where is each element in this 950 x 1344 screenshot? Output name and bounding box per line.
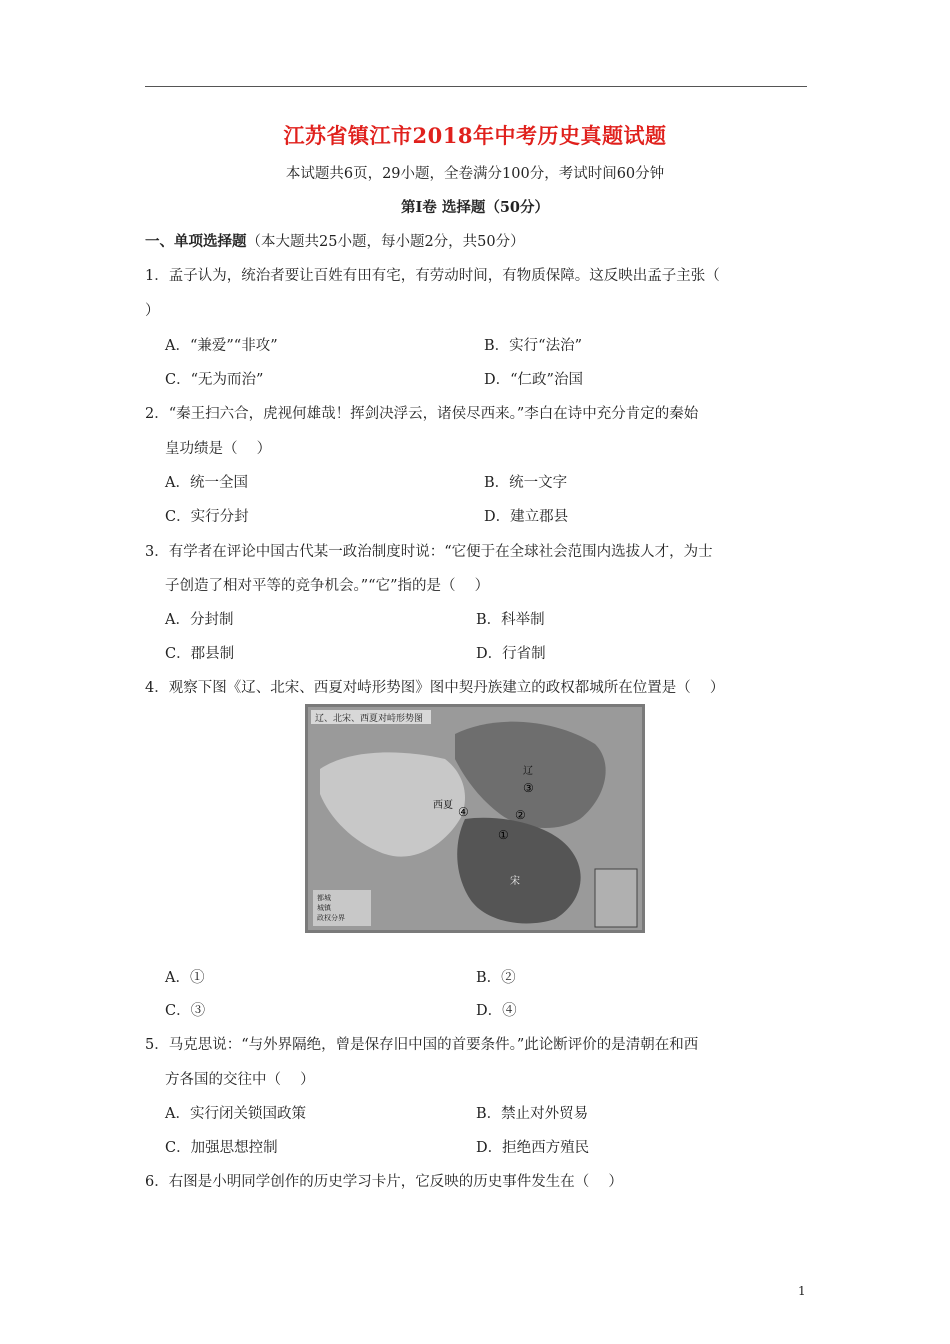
q3-line-2: 子创造了相对平等的竞争机会。”“它”指的是（ ） [165, 578, 490, 594]
q3-line-1: 3．有学者在评论中国古代某一政治制度时说：“它便于在全球社会范围内选拔人才，为士 [145, 544, 713, 560]
q6-line-1: 6．右图是小明同学创作的历史学习卡片，它反映的历史事件发生在（ ） [145, 1174, 623, 1190]
q2-line-1: 2．“秦王扫六合，虎视何雄哉！挥剑决浮云，诸侯尽西来。”李白在诗中充分肯定的秦始 [145, 406, 699, 422]
header-rule [145, 86, 807, 87]
q2-option-c: C．实行分封 [165, 509, 249, 525]
q2-option-b: B．统一文字 [484, 475, 568, 491]
q4-option-d: D．④ [476, 1003, 517, 1019]
q3-option-c: C．郡县制 [165, 646, 235, 662]
map-label-xixia: 西夏 [433, 800, 453, 811]
map-label-liao: 辽 [523, 766, 533, 777]
q1-line-2: ） [145, 303, 160, 319]
legend-border: 政权分界 [317, 914, 345, 922]
map-label-song: 宋 [510, 876, 520, 887]
legend-town: 城镇 [317, 904, 331, 912]
part-heading: 第Ⅰ卷 选择题（50分） [400, 199, 549, 216]
q1-line-1: 1．孟子认为，统治者要让百姓有田有宅，有劳动时间，有物质保障。这反映出孟子主张（ [145, 268, 720, 284]
exam-info: 本试题共6页，29小题，全卷满分100分，考试时间60分钟 [285, 166, 665, 182]
q1-option-b: B．实行“法治” [484, 338, 582, 354]
map-title: 辽、北宋、西夏对峙形势图 [315, 714, 424, 724]
q5-line-1: 5．马克思说：“与外界隔绝，曾是保存旧中国的首要条件。”此论断评价的是清朝在和西 [145, 1037, 699, 1053]
q3-option-a: A．分封制 [165, 612, 234, 628]
legend-capital: 都城 [317, 894, 331, 902]
q5-option-b: B．禁止对外贸易 [476, 1106, 589, 1122]
q3-option-b: B．科举制 [476, 612, 545, 628]
map-inset [595, 869, 637, 927]
q1-option-d: D．“仁政”治国 [484, 372, 583, 388]
section-label: 一、单项选择题 [145, 233, 247, 250]
q1-option-c: C．“无为而治” [165, 372, 264, 388]
q2-option-a: A．统一全国 [165, 475, 248, 491]
q5-option-d: D．拒绝西方殖民 [476, 1140, 590, 1156]
q4-option-c: C．③ [165, 1003, 206, 1019]
q5-option-c: C．加强思想控制 [165, 1140, 278, 1156]
historical-map [305, 704, 645, 933]
q5-option-a: A．实行闭关锁国政策 [165, 1106, 306, 1122]
q1-option-a: A．“兼爱”“非攻” [165, 338, 278, 354]
q4-option-b: B．② [476, 970, 516, 986]
section-heading [145, 230, 525, 251]
map-marker-1: ① [498, 828, 509, 842]
q3-option-d: D．行省制 [476, 646, 546, 662]
q2-option-d: D．建立郡县 [484, 509, 569, 525]
q2-line-2: 皇功绩是（ ） [165, 441, 272, 457]
map-marker-2: ② [515, 808, 526, 822]
map-marker-3: ③ [523, 781, 534, 795]
section-note: （本大题共25小题，每小题2分，共50分） [246, 234, 525, 250]
q4-line-1: 4．观察下图《辽、北宋、西夏对峙形势图》图中契丹族建立的政权都城所在位置是（ ） [145, 680, 725, 696]
page-number: 1 [798, 1284, 806, 1298]
map-marker-4: ④ [458, 805, 469, 819]
document-title: 江苏省镇江市2018年中考历史真题试题 [283, 123, 667, 148]
q4-option-a: A．① [165, 970, 205, 986]
q5-line-2: 方各国的交往中（ ） [165, 1072, 315, 1088]
